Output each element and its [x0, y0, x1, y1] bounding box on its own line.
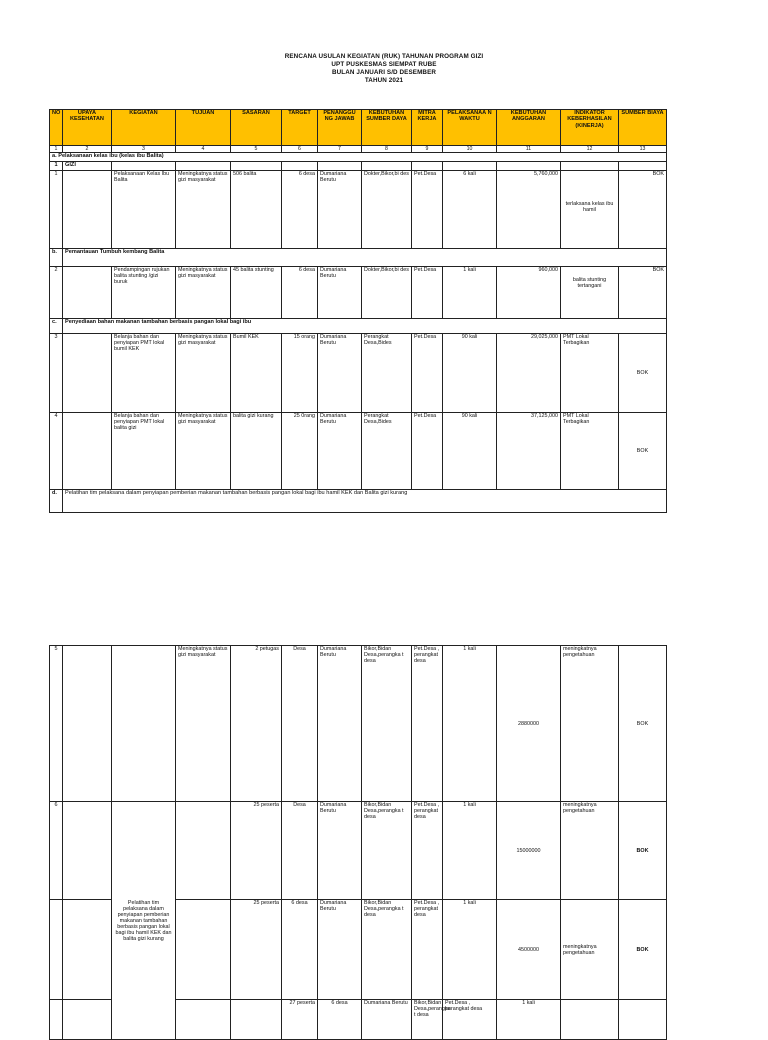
row-indikator: PMT Lokal Terbagikan [561, 334, 619, 413]
section-c-no: c. [50, 319, 63, 334]
row-tujuan: Meningkatnya status gizi masyarakat [176, 646, 231, 802]
section-gizi-label: GIZI [63, 162, 112, 171]
row-sasaran: 2 petugas [231, 646, 282, 802]
row-sasaran: 25 peserta [231, 900, 282, 1000]
table-row [50, 171, 667, 249]
row-kegiatan: Pelaksanaan Kelas Ibu Balita [112, 171, 176, 249]
row-mitra: Pet.Desa , perangkat desa [412, 646, 443, 802]
row-mitra: Pet.Desa , perangkat desa [412, 900, 443, 1000]
row-waktu: 1 kali [443, 267, 497, 319]
section-gizi-no: 1 [50, 162, 63, 171]
row-target: 6 desa [282, 267, 318, 319]
col-header-mitra: MITRA KERJA [412, 110, 443, 146]
table-row [50, 802, 667, 900]
section-row-gizi [50, 162, 667, 171]
section-row-b [50, 249, 667, 267]
row-tujuan: Meningkatnya status gizi masyarakat [176, 334, 231, 413]
row-sumber-daya: Bikor,Bidan Desa,perangka t desa [412, 1000, 443, 1040]
row-sumber-daya: Bikor,Bidan Desa,perangka t desa [362, 900, 412, 1000]
section-row-c [50, 319, 667, 334]
row-biaya: BOK [619, 900, 667, 1000]
col-number: 2 [63, 146, 112, 153]
row-target: 15 orang [282, 334, 318, 413]
col-header-kegiatan: KEGIATAN [112, 110, 176, 146]
section-c-label: Penyediaan bahan makanan tambahan berbasis pangan lokal bagi ibu [63, 319, 667, 334]
row-no: 3 [50, 334, 63, 413]
col-header-biaya: SUMBER BIAYA [619, 110, 667, 146]
row-target: 25 0rang [282, 413, 318, 490]
header-number-row [50, 146, 667, 153]
row-indikator: balita stunting tertangani [572, 277, 607, 289]
row-indikator: PMT Lokal Terbagikan [561, 413, 619, 490]
row-tujuan: Meningkatnya status gizi masyarakat [176, 413, 231, 490]
col-number: 8 [362, 146, 412, 153]
col-number: 9 [412, 146, 443, 153]
row-sasaran: balita gizi kurang [231, 413, 282, 490]
col-number: 11 [497, 146, 561, 153]
row-mitra: Pet.Desa [412, 413, 443, 490]
row-mitra: Pet.Desa , perangkat desa [412, 802, 443, 900]
ruk-table-page1 [49, 109, 667, 513]
row-mitra: Pet.Desa , perangkat desa [443, 1000, 497, 1040]
row-biaya: BOK [619, 802, 667, 900]
row-sumber-daya: Perangkat Desa,Bides [362, 334, 412, 413]
section-d-label: Pelatihan tim pelaksana dalam penyiapan pemberian makanan tambahan berbasis pangan lokal bagi ibu hamil KEK dan Balita gizi kurang [63, 490, 667, 513]
row-sasaran: 45 balita stunting [231, 267, 282, 319]
row-indikator: terlaksana kelas ibu hamil [565, 201, 614, 213]
row-waktu: 90 kali [443, 413, 497, 490]
row-sasaran: 506 balita [231, 171, 282, 249]
col-header-indikator: INDIKATOR KEBERHASILAN (KINERJA) [561, 110, 619, 146]
row-no: 1 [50, 171, 63, 249]
header-row [50, 110, 667, 146]
col-header-no: NO [50, 110, 63, 146]
row-sumber-daya: Bikor,Bidan Desa,perangka t desa [362, 802, 412, 900]
title-line-3: BULAN JANUARI S/D DESEMBER [331, 69, 437, 76]
row-anggaran: 960,000 [497, 267, 561, 319]
row-biaya: BOK [619, 413, 667, 490]
row-indikator: meningkatnya pengetahuan [561, 646, 619, 802]
col-header-sumber-daya: KEBUTUHAN SUMBER DAYA [362, 110, 412, 146]
row-anggaran: 4500000 [497, 900, 561, 1000]
row-anggaran: 37,125,000 [497, 413, 561, 490]
section-row-d [50, 490, 667, 513]
title-line-2: UPT PUSKESMAS SIEMPAT RUBE [331, 61, 437, 68]
row-waktu: 1 kali [443, 802, 497, 900]
table-row [50, 646, 667, 802]
row-target: 6 desa [318, 1000, 362, 1040]
row-biaya: BOK [619, 646, 667, 802]
row-penanggung-jawab: Dumariana Berutu [318, 413, 362, 490]
row-anggaran: 29,025,000 [497, 334, 561, 413]
row-no: 2 [50, 267, 63, 319]
col-header-tujuan: TUJUAN [176, 110, 231, 146]
col-number: 6 [282, 146, 318, 153]
col-number: 3 [112, 146, 176, 153]
row-sumber-daya: Bikor,Bidan Desa,perangka t desa [362, 646, 412, 802]
row-target: 6 desa [282, 900, 318, 1000]
row-biaya: BOK [619, 171, 667, 249]
row-waktu: 90 kali [443, 334, 497, 413]
row-penanggung-jawab: Dumariana Berutu [318, 900, 362, 1000]
col-number: 13 [619, 146, 667, 153]
row-penanggung-jawab: Dumariana Berutu [318, 267, 362, 319]
col-header-waktu: PELAKSANAA N WAKTU [443, 110, 497, 146]
row-sasaran: 25 peserta [231, 802, 282, 900]
section-b-label: Pemantauan Tumbuh kembang Balita [63, 249, 667, 267]
merged-kegiatan-cell: Pelatihan tim pelaksana dalam penyiapan pemberian makanan tambahan berbasis pangan lokal bagi ibu hamil KEK dan balita gizi kurang [112, 802, 176, 1040]
row-penanggung-jawab: Dumariana Berutu [318, 646, 362, 802]
row-mitra: Pet.Desa [412, 267, 443, 319]
col-header-target: TARGET [282, 110, 318, 146]
row-indikator: meningkatnya pengetahuan [561, 900, 619, 1000]
title-line-4: TAHUN 2021 [364, 77, 404, 84]
row-waktu: 1 kali [443, 900, 497, 1000]
row-sumber-daya: Dokter,Bikor,bi des [362, 171, 412, 249]
row-target: Desa [282, 646, 318, 802]
title-line-1: RENCANA USULAN KEGIATAN (RUK) TAHUNAN PROGRAM GIZI [284, 53, 484, 60]
row-kegiatan: Belanja bahan dan penyiapan PMT lokal bumil KEK [112, 334, 176, 413]
col-number: 1 [50, 146, 63, 153]
row-anggaran: 2880000 [497, 646, 561, 802]
row-biaya: BOK [619, 334, 667, 413]
row-penanggung-jawab: Dumariana Berutu [318, 802, 362, 900]
row-indikator: meningkatnya pengetahuan [561, 802, 619, 900]
row-anggaran: 5,760,000 [497, 171, 561, 249]
table-row [50, 413, 667, 490]
row-tujuan: Meningkatnya status gizi masyarakat [176, 267, 231, 319]
col-header-sasaran: SASARAN [231, 110, 282, 146]
row-sumber-daya: Dokter,Bikor,bi des [362, 267, 412, 319]
row-target: Desa [282, 802, 318, 900]
row-kegiatan: Pendampingan rujukan balita stunting /gizi buruk [112, 267, 176, 319]
row-biaya: BOK [619, 267, 667, 319]
section-b-no: b. [50, 249, 63, 267]
row-penanggung-jawab: Dumariana Berutu [362, 1000, 412, 1040]
row-waktu: 1 kali [443, 646, 497, 802]
section-row-a [50, 153, 667, 162]
col-number: 4 [176, 146, 231, 153]
row-target: 6 desa [282, 171, 318, 249]
table-row [50, 267, 667, 319]
section-a-label: a. Pelaksanaan kelas ibu (kelas ibu Balita) [50, 153, 667, 162]
row-no: 5 [50, 646, 63, 802]
col-header-anggaran: KEBUTUHAN ANGGARAN [497, 110, 561, 146]
row-no: 4 [50, 413, 63, 490]
row-penanggung-jawab: Dumariana Berutu [318, 334, 362, 413]
row-mitra: Pet.Desa [412, 171, 443, 249]
row-anggaran: 15000000 [497, 802, 561, 900]
ruk-table-page2 [49, 645, 667, 1040]
row-sasaran: Bumil KEK [231, 334, 282, 413]
col-number: 5 [231, 146, 282, 153]
row-waktu: 1 kali [497, 1000, 561, 1040]
table-row [50, 334, 667, 413]
row-mitra: Pet.Desa [412, 334, 443, 413]
col-number: 7 [318, 146, 362, 153]
section-d-no: d. [50, 490, 63, 513]
row-kegiatan: Belanja bahan dan penyiapan PMT lokal balita gizi [112, 413, 176, 490]
col-header-upaya: UPAYA KESEHATAN [63, 110, 112, 146]
row-penanggung-jawab: Dumariana Berutu [318, 171, 362, 249]
row-sumber-daya: Perangkat Desa,Bides [362, 413, 412, 490]
row-no: 6 [50, 802, 63, 900]
col-number: 10 [443, 146, 497, 153]
row-sasaran: 27 peserta [282, 1000, 318, 1040]
row-waktu: 6 kali [443, 171, 497, 249]
row-tujuan: Meningkatnya status gizi masyarakat [176, 171, 231, 249]
col-header-penanggung-jawab: PENANGGU NG JAWAB [318, 110, 362, 146]
col-number: 12 [561, 146, 619, 153]
